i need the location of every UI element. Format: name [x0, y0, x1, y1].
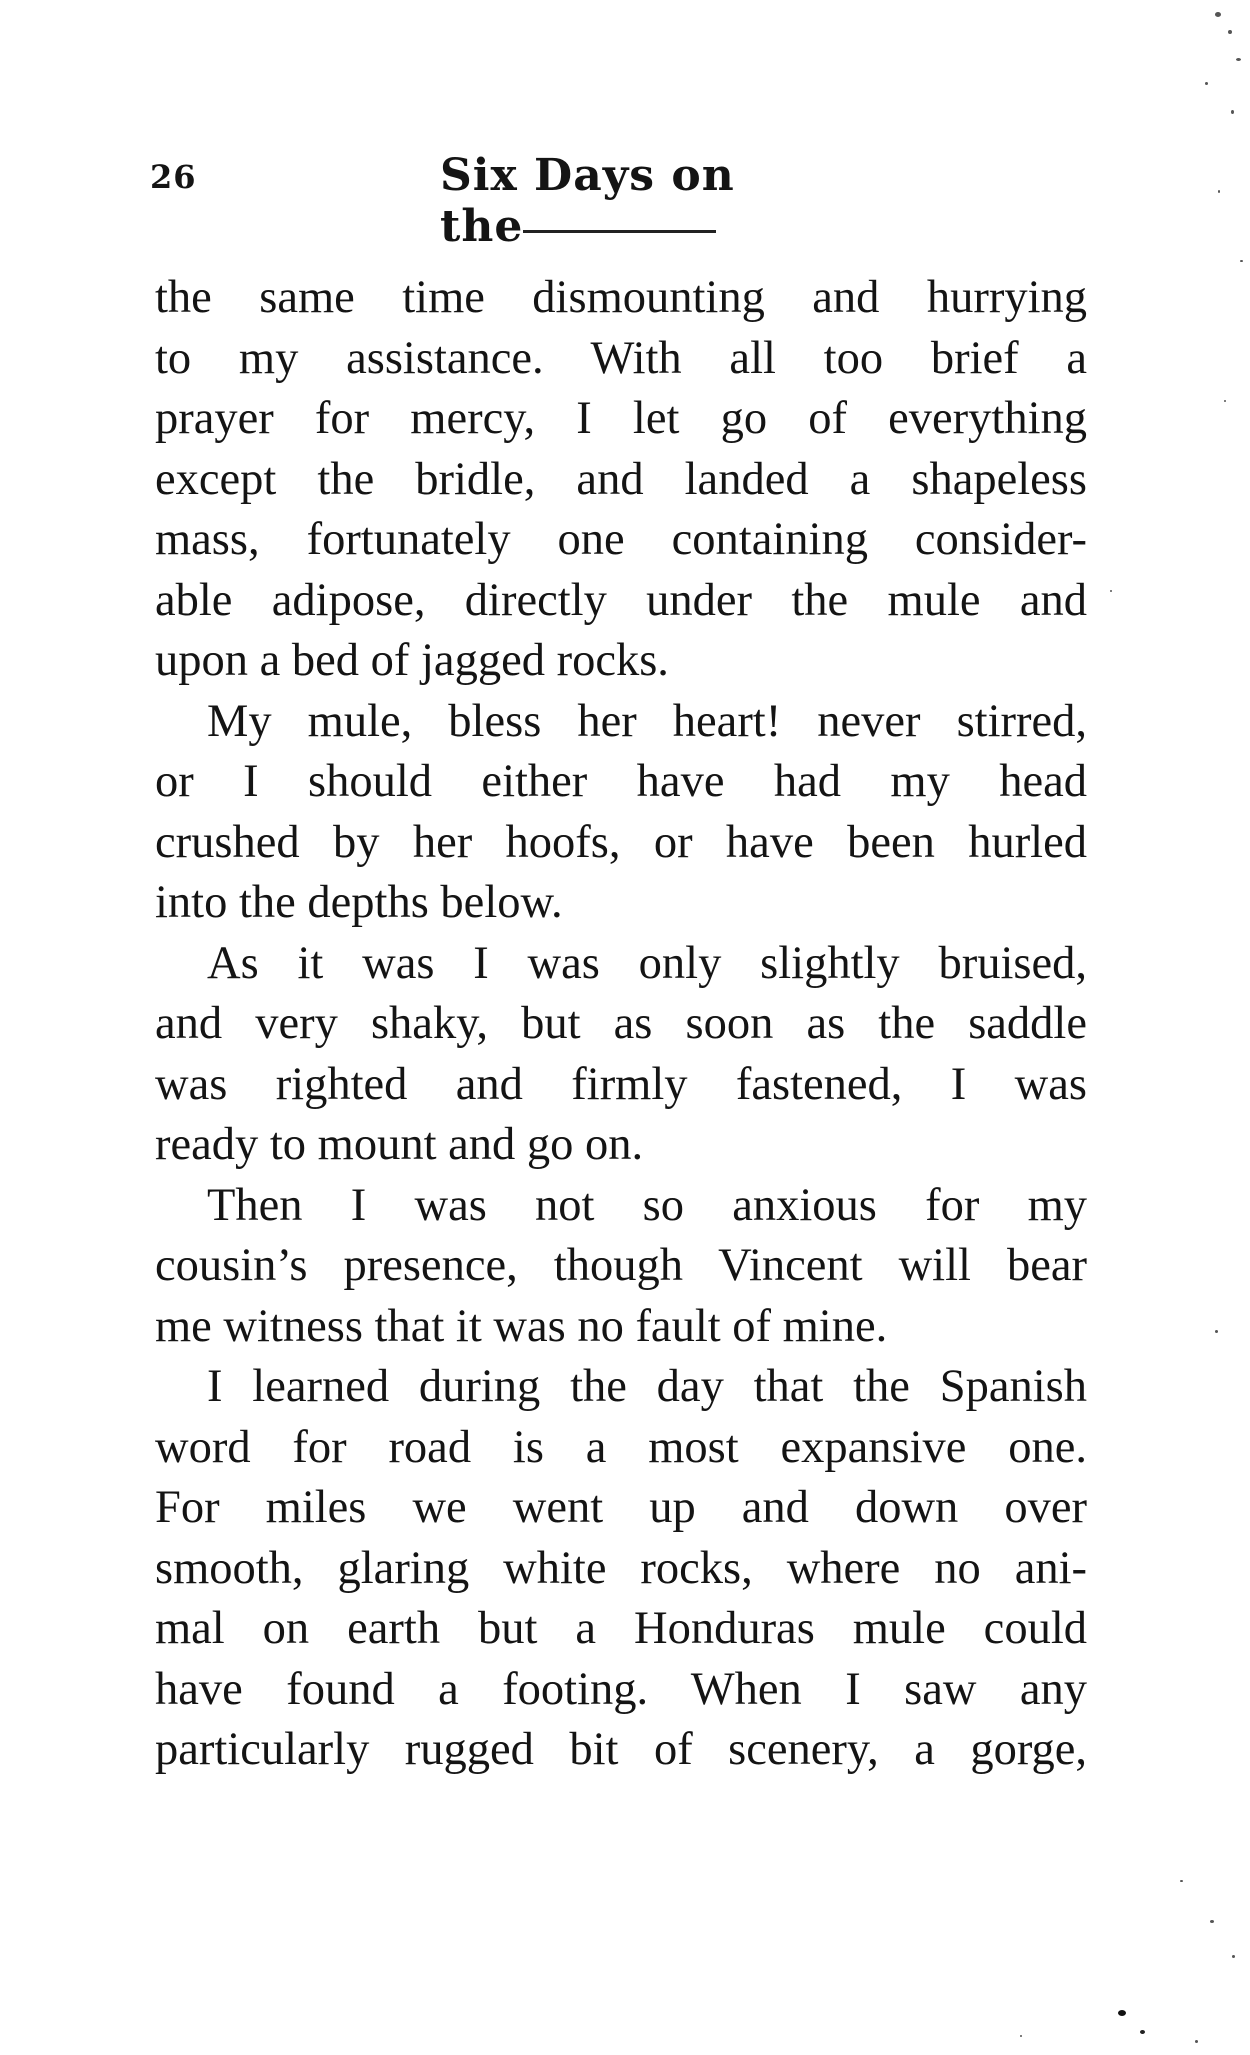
text-line: and very shaky, but as soon as the saddle [155, 998, 1087, 1049]
text-line: mal on earth but a Honduras mule could [155, 1603, 1087, 1654]
text-line: mass, fortunately one containing consider- [155, 514, 1087, 565]
text-line: My mule, bless her heart! never stirred, [207, 695, 1087, 747]
text-line: Then I was not so anxious for my [207, 1179, 1087, 1231]
text-line: was righted and firmly fastened, I was [155, 1058, 1087, 1110]
running-title: Six Days on the [440, 150, 735, 252]
body-text [155, 268, 1087, 1781]
text-line: or I should either have had my head [155, 756, 1087, 807]
text-line: smooth, glaring white rocks, where no ani- [155, 1542, 1087, 1594]
paragraph [155, 934, 1087, 1176]
text-line: me witness that it was no fault of mine. [155, 1300, 888, 1352]
text-line: into the depths below. [155, 877, 563, 928]
text-line: the same time dismounting and hurrying [155, 272, 1087, 323]
text-line: crushed by her hoofs, or have been hurled [155, 816, 1087, 868]
text-line: prayer for mercy, I let go of everything [155, 393, 1087, 444]
paragraph [155, 1357, 1087, 1781]
text-line: cousin’s presence, though Vincent will bear [155, 1240, 1087, 1291]
paragraph [155, 268, 1087, 692]
text-line: have found a footing. When I saw any [155, 1663, 1087, 1715]
text-line: For miles we went up and down over [155, 1482, 1087, 1533]
text-line: upon a bed of jagged rocks. [155, 635, 669, 686]
text-line: I learned during the day that the Spanish [207, 1361, 1087, 1412]
header-rule [523, 230, 716, 233]
paragraph [155, 1176, 1087, 1358]
paragraph [155, 692, 1087, 934]
text-line: able adipose, directly under the mule and [155, 574, 1087, 626]
text-line: ready to mount and go on. [155, 1119, 644, 1170]
text-line: particularly rugged bit of scenery, a gorge, [155, 1724, 1087, 1775]
text-line: except the bridle, and landed a shapeless [155, 453, 1087, 505]
text-line: to my assistance. With all too brief a [155, 332, 1087, 384]
page-number: 26 [150, 158, 197, 196]
text-line: As it was I was only slightly bruised, [207, 937, 1087, 989]
text-line: word for road is a most expansive one. [155, 1421, 1087, 1473]
